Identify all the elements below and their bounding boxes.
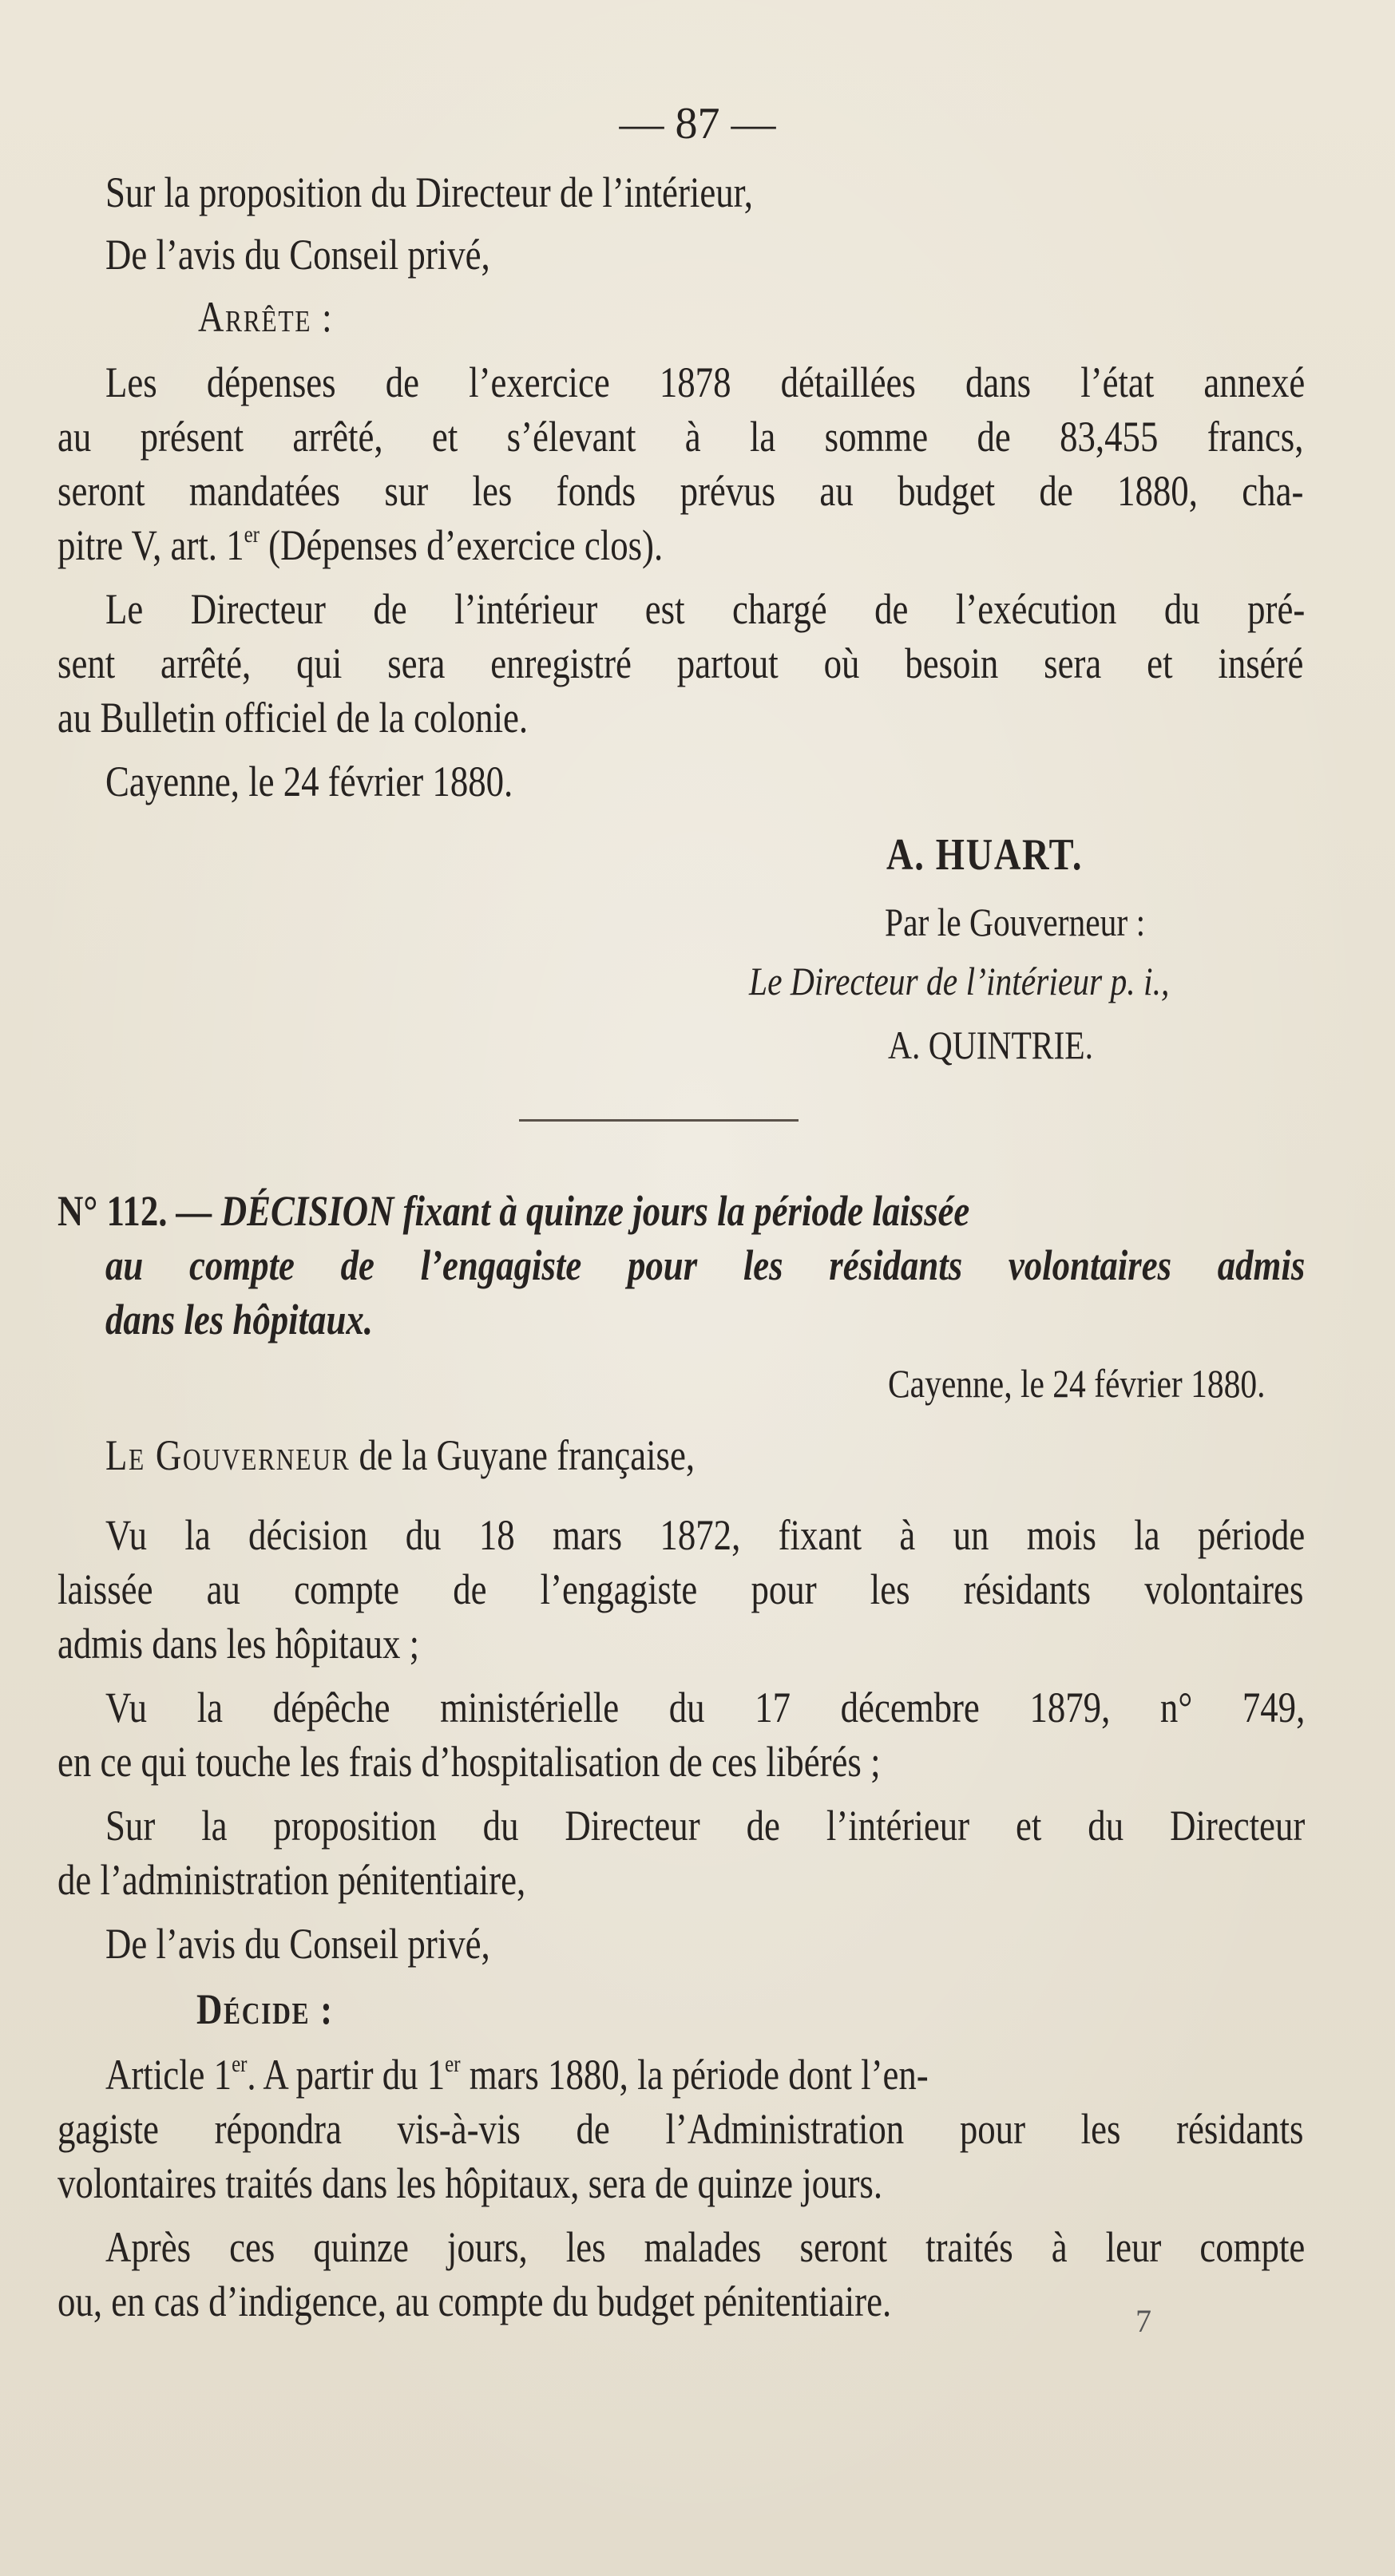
execution-line-1: Le Directeur de l’intérieur est chargé de l’exécution du pré- (105, 585, 1306, 633)
page-number: — 87 — (619, 99, 776, 148)
arrete-heading: Arrête : (198, 293, 334, 341)
decision-number: N° 112. (57, 1187, 168, 1235)
apres-line-2: ou, en cas d’indigence, au compte du budget pénitentiaire. (57, 2277, 892, 2325)
sur-proposition-line-2: de l’administration pénitentiaire, (57, 1856, 526, 1904)
article-line-2: gagiste répondra vis-à-vis de l’Administration pour les résidants (57, 2105, 1304, 2153)
article-line-1: Article 1er. A partir du 1er mars 1880, la période dont l’en- (105, 2051, 929, 2099)
gouverneur-heading: Le Gouverneur de la Guyane française, (105, 1431, 696, 1479)
decision-date: Cayenne, le 24 février 1880. (888, 1361, 1266, 1406)
vu-depeche-line-2: en ce qui touche les frais d’hospitalisation de ces libérés ; (57, 1738, 881, 1786)
section-divider (519, 1119, 799, 1122)
arrete-line-2: au présent arrêté, et s’élevant à la somme de 83,455 francs, (57, 413, 1304, 461)
vu-decision-line-2: laissée au compte de l’engagiste pour les résidants volontaires (57, 1565, 1304, 1613)
directeur-interieur: Le Directeur de l’intérieur p. i., (749, 959, 1170, 1003)
signature-mark: 7 (1135, 2303, 1151, 2339)
decision-title-start: DÉCISION fixant à quinze jours la période laissée (220, 1187, 970, 1235)
execution-line-3: au Bulletin officiel de la colonie. (57, 694, 529, 742)
avis-conseil: De l’avis du Conseil privé, (105, 1920, 490, 1968)
vu-decision-line-1: Vu la décision du 18 mars 1872, fixant à un mois la période (105, 1511, 1306, 1559)
vu-depeche-line-1: Vu la dépêche ministérielle du 17 décembre 1879, n° 749, (105, 1684, 1306, 1731)
arrete-line-4: pitre V, art. 1er (Dépenses d’exercice clos). (57, 521, 664, 569)
arrete-line-3: seront mandatées sur les fonds prévus au budget de 1880, cha- (57, 467, 1304, 515)
decision-title-line-1: N° 112. — DÉCISION fixant à quinze jours la période laissée (57, 1187, 970, 1235)
decision-title-line-2: au compte de l’engagiste pour les résidants volontaires admis (105, 1241, 1306, 1289)
arrete-line-1: Les dépenses de l’exercice 1878 détaillées dans l’état annexé (105, 358, 1306, 406)
signature-quintrie: A. QUINTRIE. (888, 1023, 1094, 1067)
sur-proposition-line-1: Sur la proposition du Directeur de l’intérieur et du Directeur (105, 1802, 1306, 1850)
decide-heading: Décide : (196, 1985, 334, 2033)
preamble-proposition: Sur la proposition du Directeur de l’intérieur, (105, 168, 753, 216)
vu-decision-line-3: admis dans les hôpitaux ; (57, 1620, 420, 1668)
apres-line-1: Après ces quinze jours, les malades seront traités à leur compte (105, 2223, 1306, 2271)
preamble-avis: De l’avis du Conseil privé, (105, 231, 490, 279)
decision-title-line-3: dans les hôpitaux. (105, 1296, 373, 1343)
execution-line-2: sent arrêté, qui sera enregistré partout où besoin sera et inséré (57, 639, 1304, 687)
place-date: Cayenne, le 24 février 1880. (105, 758, 513, 805)
article-line-3: volontaires traités dans les hôpitaux, sera de quinze jours. (57, 2159, 883, 2207)
signature-huart: A. HUART. (886, 830, 1084, 880)
par-le-gouverneur: Par le Gouverneur : (885, 900, 1146, 944)
